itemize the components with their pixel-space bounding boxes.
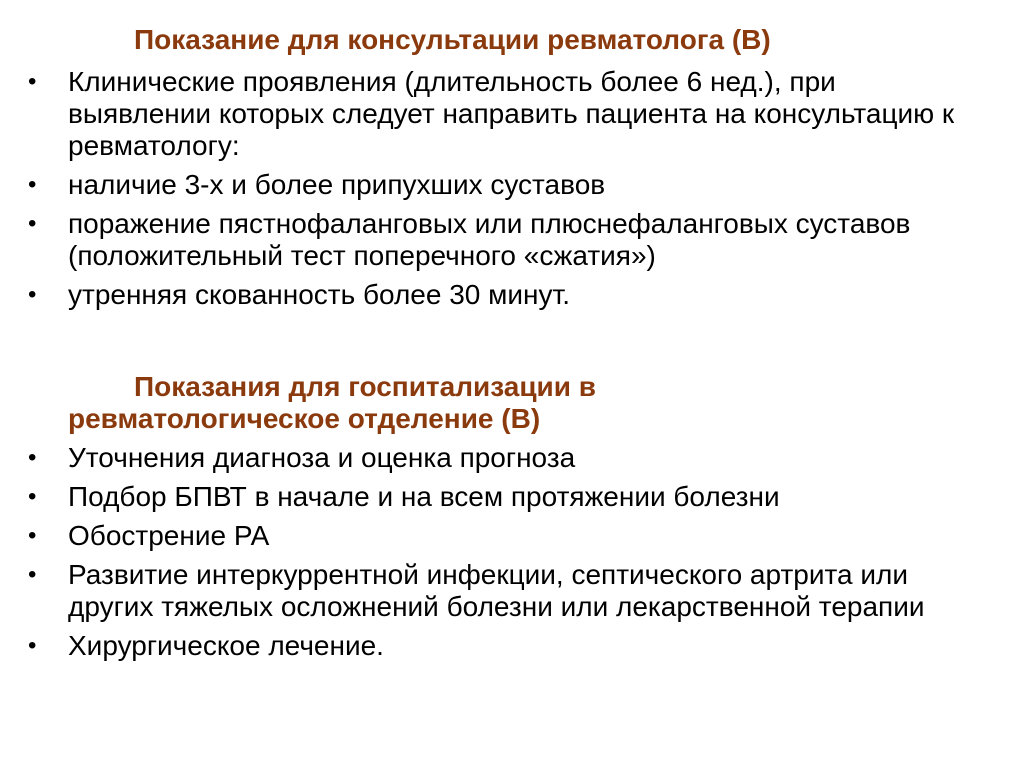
bullet: • — [28, 68, 37, 95]
list-item-text: наличие 3-х и более припухших суставов — [68, 169, 606, 200]
hospitalization-heading-line2: ревматологическое отделение (В) — [68, 403, 541, 434]
consultation-indications-list — [0, 66, 1024, 318]
list-item-text: Подбор БПВТ в начале и на всем протяжении болезни — [68, 481, 780, 512]
list-item — [0, 630, 968, 662]
bullet: • — [28, 281, 37, 308]
bullet: • — [28, 171, 37, 198]
list-item-text: Обострение РА — [68, 520, 270, 551]
bullet: • — [28, 444, 37, 471]
list-item-text: Развитие интеркуррентной инфекции, септического артрита или других тяжелых осложнений болезни или лекарственной терапии — [68, 559, 925, 622]
hospitalization-indications-list — [0, 442, 1024, 669]
list-item-text: поражение пястнофаланговых или плюснефаланговых суставов (положительный тест поперечного «сжатия») — [68, 208, 911, 271]
list-item — [0, 520, 968, 552]
list-item — [0, 169, 968, 201]
list-item-text: Хирургическое лечение. — [68, 630, 384, 661]
list-item — [0, 208, 968, 272]
list-item — [0, 481, 968, 513]
list-item — [0, 559, 968, 623]
list-item — [0, 279, 968, 311]
bullet: • — [28, 561, 37, 588]
bullet: • — [28, 210, 37, 237]
list-item — [0, 66, 968, 162]
consultation-heading: Показание для консультации ревматолога (В) — [134, 24, 771, 55]
hospitalization-heading — [68, 371, 596, 435]
bullet: • — [28, 632, 37, 659]
bullet: • — [28, 522, 37, 549]
hospitalization-heading-line1: Показания для госпитализации в — [134, 371, 596, 402]
list-item-text: Клинические проявления (длительность более 6 нед.), при выявлении которых следует направить пациента на консультацию к ревматологу: — [68, 66, 955, 161]
list-item-text: Уточнения диагноза и оценка прогноза — [68, 442, 576, 473]
list-item-text: утренняя скованность более 30 минут. — [68, 279, 570, 310]
list-item — [0, 442, 968, 474]
bullet: • — [28, 483, 37, 510]
